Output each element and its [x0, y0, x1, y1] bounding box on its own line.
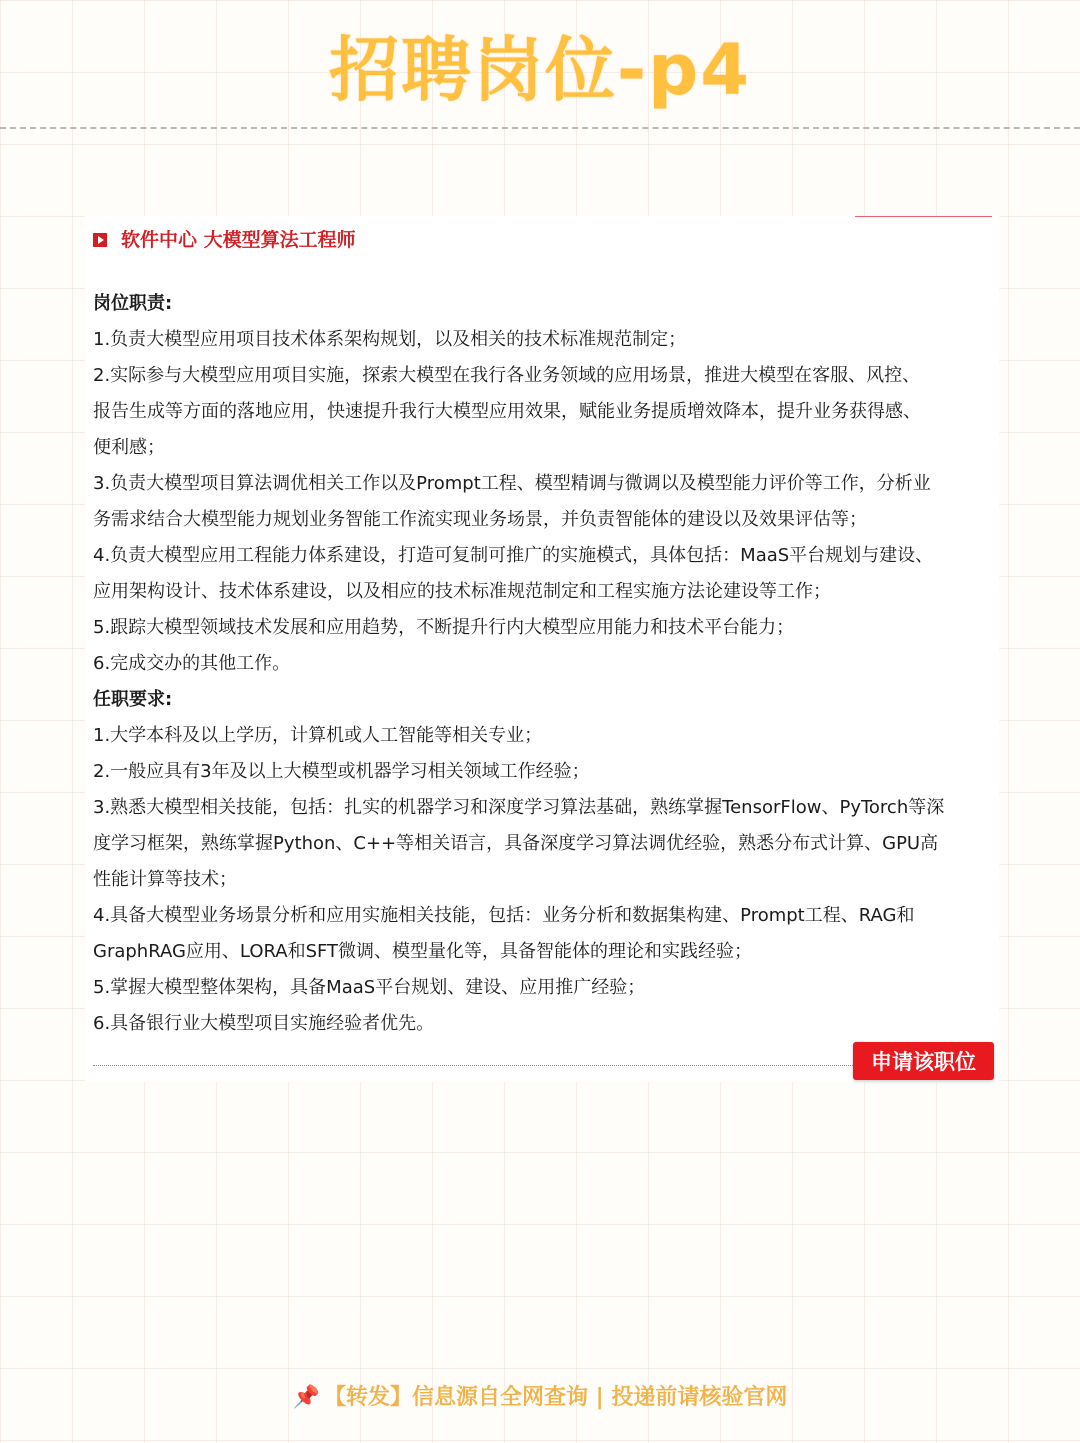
section-heading: 任职要求:	[93, 689, 173, 710]
description-line: 3.熟悉大模型相关技能，包括：扎实的机器学习和深度学习算法基础，熟练掌握TensorFlow、PyTorch等深	[93, 797, 945, 818]
description-line: GraphRAG应用、LORA和SFT微调、模型量化等，具备智能体的理论和实践经验；	[93, 941, 753, 962]
bottom-divider	[93, 1065, 853, 1066]
description-line: 应用架构设计、技术体系建设，以及相应的技术标准规范制定和工程实施方法论建设等工作；	[93, 581, 831, 602]
description-line: 便利感；	[93, 437, 165, 458]
description-line: 务需求结合大模型能力规划业务智能工作流实现业务场景，并负责智能体的建设以及效果评估等；	[93, 509, 867, 530]
footer-note	[0, 1378, 1080, 1418]
title-divider	[0, 127, 1080, 129]
description-line: 2.实际参与大模型应用项目实施，探索大模型在我行各业务领域的应用场景，推进大模型在客服、风控、	[93, 365, 921, 386]
description-line: 3.负责大模型项目算法调优相关工作以及Prompt工程、模型精调与微调以及模型能力评价等工作，分析业	[93, 473, 931, 494]
footer-text: 【转发】信息源自全网查询 | 投递前请核验官网	[324, 1385, 788, 1410]
description-line: 性能计算等技术；	[93, 869, 237, 890]
description-line: 5.掌握大模型整体架构，具备MaaS平台规划、建设、应用推广经验；	[93, 977, 646, 998]
description-line: 4.具备大模型业务场景分析和应用实施相关技能，包括：业务分析和数据集构建、Prompt工程、RAG和	[93, 905, 915, 926]
section-heading: 岗位职责:	[93, 293, 173, 314]
job-header	[93, 226, 356, 254]
description-line: 4.负责大模型应用工程能力体系建设，打造可复制可推广的实施模式，具体包括：MaaS平台规划与建设、	[93, 545, 934, 566]
play-square-icon	[93, 233, 107, 247]
job-title: 软件中心 大模型算法工程师	[121, 229, 356, 251]
card-accent-line	[855, 216, 992, 217]
description-line: 6.具备银行业大模型项目实施经验者优先。	[93, 1013, 435, 1034]
pushpin-icon: 📌	[292, 1385, 321, 1410]
description-line: 6.完成交办的其他工作。	[93, 653, 291, 674]
description-line: 度学习框架，熟练掌握Python、C++等相关语言，具备深度学习算法调优经验，熟悉分布式计算、GPU高	[93, 833, 939, 854]
description-line: 5.跟踪大模型领域技术发展和应用趋势，不断提升行内大模型应用能力和技术平台能力；	[93, 617, 795, 638]
description-line: 报告生成等方面的落地应用，快速提升我行大模型应用效果，赋能业务提质增效降本，提升业务获得感、	[93, 401, 921, 422]
description-line: 2.一般应具有3年及以上大模型或机器学习相关领域工作经验；	[93, 761, 590, 782]
job-description	[93, 286, 993, 1042]
apply-button[interactable]: 申请该职位	[853, 1042, 994, 1080]
description-line: 1.大学本科及以上学历，计算机或人工智能等相关专业；	[93, 725, 543, 746]
page-title: 招聘岗位-p4	[329, 29, 751, 111]
description-line: 1.负责大模型应用项目技术体系架构规划，以及相关的技术标准规范制定；	[93, 329, 687, 350]
